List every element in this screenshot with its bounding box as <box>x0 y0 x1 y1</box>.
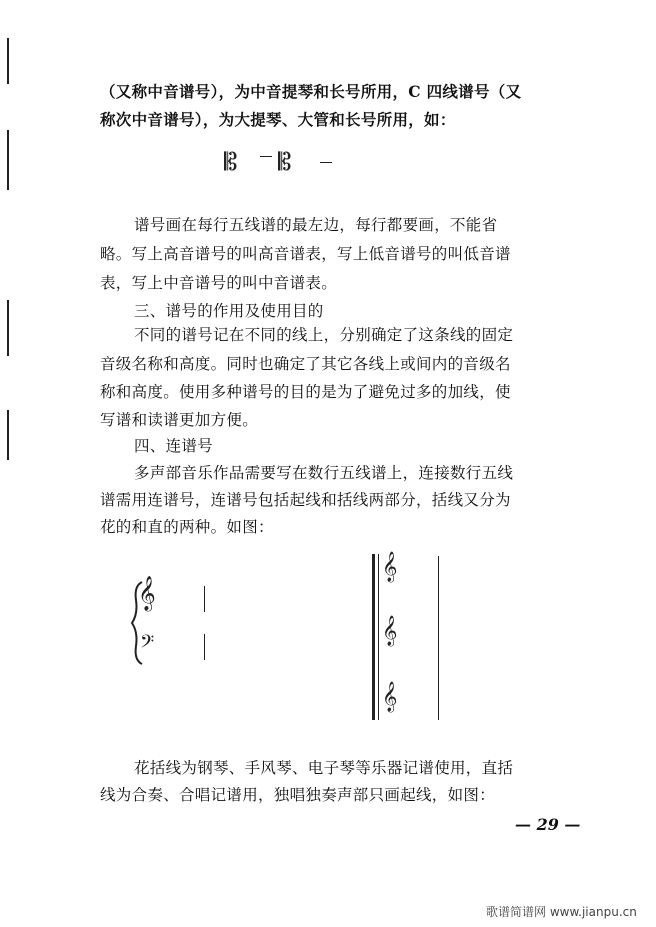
text-line: 音级名称和高度。同时也确定了其它各线上或间内的音级名 <box>100 355 511 373</box>
text-line: 线为合奏、合唱记谱用，独唱独奏声部只画起线，如图： <box>100 786 496 804</box>
scan-edge-mark <box>7 38 9 84</box>
barline <box>204 586 205 612</box>
treble-clef-icon: 𝄞 <box>382 682 398 712</box>
brace-diagram <box>128 576 218 670</box>
scan-edge-mark <box>7 130 9 190</box>
scan-edge-mark <box>7 410 9 460</box>
text-line: 表，写上中音谱号的叫中音谱表。 <box>100 274 338 292</box>
bass-clef-icon: 𝄢 <box>140 632 155 657</box>
staff-line <box>260 156 272 157</box>
page-number: — 29 — <box>515 815 581 834</box>
barline <box>204 634 205 660</box>
treble-clef-icon: 𝄞 <box>382 616 398 646</box>
text-line: 不同的谱号记在不同的线上，分别确定了这条线的固定 <box>134 326 514 344</box>
text-line: 花括线为钢琴、手风琴、电子琴等乐器记谱使用，直括 <box>134 759 514 777</box>
text-line: 多声部音乐作品需要写在数行五线谱上，连接数行五线 <box>134 464 514 482</box>
text-line: 花的和直的两种。如图： <box>100 518 274 536</box>
bracket-start-line <box>378 554 379 720</box>
staff-line <box>320 162 332 163</box>
bracket-thick-line <box>372 554 375 720</box>
barline <box>438 556 439 720</box>
bracket-diagram <box>370 552 450 724</box>
site-watermark: 歌谱简谱网 www.jianpu.cn <box>486 905 637 919</box>
c-clef-icon: 𝄡 <box>278 148 292 176</box>
text-line: 略。写上高音谱号的叫高音谱表，写上低音谱号的叫低音谱 <box>100 245 511 263</box>
section-heading: 三、谱号的作用及使用目的 <box>134 302 324 320</box>
text-line: 谱号画在每行五线谱的最左边，每行都要画，不能省 <box>134 216 498 234</box>
treble-clef-icon: 𝄞 <box>138 576 156 611</box>
text-line: 称和高度。使用多种谱号的目的是为了避免过多的加线，使 <box>100 383 511 401</box>
clef-example-1 <box>220 148 350 188</box>
treble-clef-icon: 𝄞 <box>382 552 398 582</box>
c-clef-icon: 𝄡 <box>224 148 238 176</box>
text-line: 写谱和读谱更加方便。 <box>100 411 259 429</box>
scan-edge-mark <box>7 300 9 356</box>
section-heading: 四、连谱号 <box>134 437 214 455</box>
text-line: （又称中音谱号），为中音提琴和长号所用，C 四线谱号（又 <box>100 82 522 101</box>
text-line: 谱需用连谱号，连谱号包括起线和括线两部分，括线又分为 <box>100 491 511 509</box>
text-line: 称次中音谱号），为大提琴、大管和长号所用，如： <box>100 110 456 129</box>
